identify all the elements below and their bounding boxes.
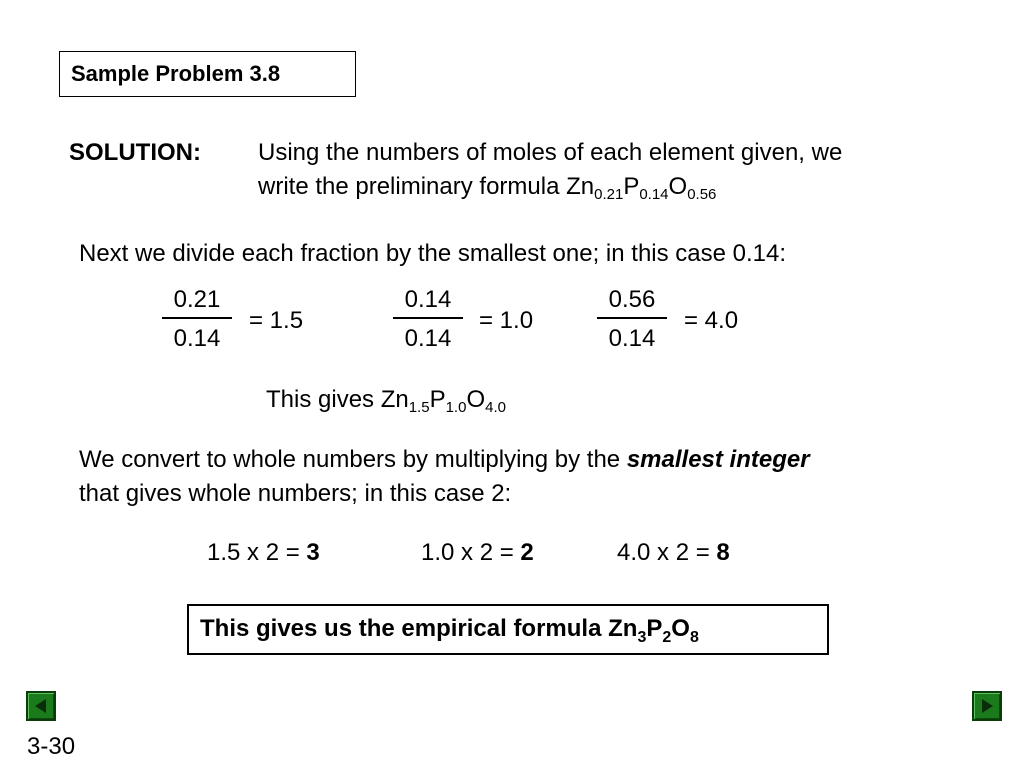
p-subscript: 0.14 bbox=[639, 186, 669, 203]
fraction-bar bbox=[162, 317, 232, 319]
multiplication-zn bbox=[207, 536, 320, 570]
fraction-p bbox=[393, 286, 463, 353]
o-symbol: O bbox=[466, 386, 486, 413]
solution-label: SOLUTION: bbox=[69, 139, 201, 166]
p-subscript: 2 bbox=[662, 629, 672, 646]
o-subscript: 8 bbox=[689, 629, 699, 646]
p-subscript: 1.0 bbox=[445, 399, 467, 416]
fraction-result: = 4.0 bbox=[684, 307, 739, 334]
zn-subscript: 3 bbox=[637, 629, 647, 646]
gives-prefix: This gives Zn bbox=[266, 386, 409, 413]
fraction-o bbox=[597, 286, 667, 353]
fraction-numerator: 0.14 bbox=[404, 286, 452, 313]
zn-subscript: 0.21 bbox=[594, 186, 624, 203]
p-symbol: P bbox=[429, 386, 446, 413]
convert-line-1 bbox=[79, 443, 810, 477]
multiplication-expression: 4.0 x 2 = bbox=[617, 539, 717, 566]
fraction-numerator: 0.21 bbox=[173, 286, 221, 313]
triangle-right-icon bbox=[979, 698, 995, 714]
convert-prefix: We convert to whole numbers by multiplying by the bbox=[79, 446, 627, 473]
fraction-denominator: 0.14 bbox=[173, 325, 221, 352]
o-subscript: 4.0 bbox=[485, 399, 506, 416]
p-symbol: P bbox=[623, 173, 640, 200]
triangle-left-icon bbox=[33, 698, 49, 714]
fraction-denominator: 0.14 bbox=[608, 325, 656, 352]
fraction-zn bbox=[162, 286, 232, 353]
problem-title-box bbox=[59, 51, 356, 97]
o-symbol: O bbox=[668, 173, 688, 200]
zn-subscript: 1.5 bbox=[408, 399, 430, 416]
multiplication-answer: 3 bbox=[306, 539, 320, 566]
solution-line-1: Using the numbers of moles of each element given, we bbox=[258, 139, 843, 166]
multiplication-p bbox=[421, 536, 534, 570]
o-subscript: 0.56 bbox=[687, 186, 717, 203]
fraction-bar bbox=[393, 317, 463, 319]
fraction-numerator: 0.56 bbox=[608, 286, 656, 313]
slide-number: 3-30 bbox=[27, 733, 76, 760]
fraction-denominator: 0.14 bbox=[404, 325, 452, 352]
convert-line-2: that gives whole numbers; in this case 2: bbox=[79, 480, 512, 507]
multiplication-o bbox=[617, 536, 730, 570]
gives-formula-line bbox=[266, 383, 506, 417]
multiplication-answer: 2 bbox=[520, 539, 534, 566]
divide-intro: Next we divide each fraction by the smallest one; in this case 0.14: bbox=[79, 240, 787, 267]
multiplication-answer: 8 bbox=[716, 539, 730, 566]
multiplication-expression: 1.0 x 2 = bbox=[421, 539, 521, 566]
empirical-formula-box bbox=[187, 604, 829, 655]
next-slide-button[interactable] bbox=[972, 691, 1002, 721]
preliminary-formula-prefix: write the preliminary formula Zn bbox=[258, 173, 595, 200]
previous-slide-button[interactable] bbox=[26, 691, 56, 721]
result-prefix: This gives us the empirical formula Zn bbox=[200, 615, 638, 642]
fraction-bar bbox=[597, 317, 667, 319]
multiplication-expression: 1.5 x 2 = bbox=[207, 539, 307, 566]
problem-title: Sample Problem 3.8 bbox=[71, 61, 281, 86]
o-symbol: O bbox=[671, 615, 690, 642]
fraction-result: = 1.0 bbox=[479, 307, 534, 334]
fraction-result: = 1.5 bbox=[249, 307, 304, 334]
p-symbol: P bbox=[646, 615, 663, 642]
smallest-integer-emphasis: smallest integer bbox=[626, 446, 810, 473]
solution-line-2 bbox=[258, 170, 716, 204]
